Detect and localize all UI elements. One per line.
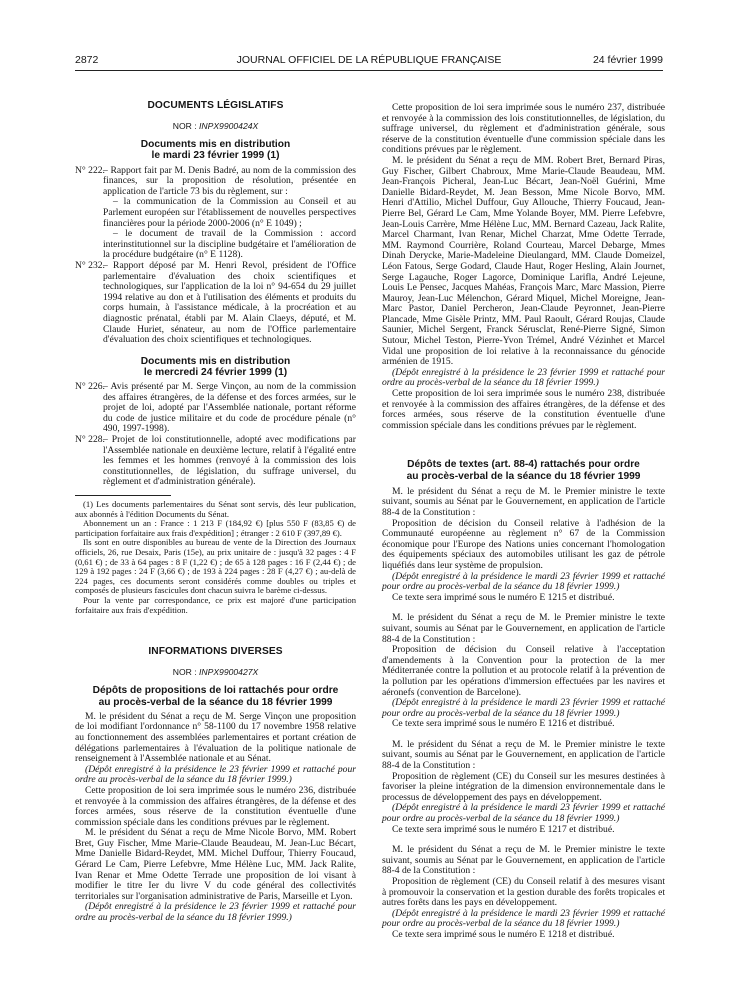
document-number: N° 222. [75,164,105,176]
paragraph: M. le président du Sénat a reçu de M. Serge Vinçon une proposition de loi modifiant l'ordonnance n° 58-1100 du 17 novembre 1958 relative au fonctionnement des assemblées parlementaires et portant création de délégations parlementaires à l'évaluation de la politique nationale de renseignement à l'Assemblée nationale et au Sénat. [75,710,356,765]
paragraph: Cette proposition de loi sera imprimée sous le numéro 236, distribuée et renvoyée à la commission des affaires étrangères, de la défense et des forces armées, sous réserve de la constitution éventuelle d'une commission spéciale dans les conditions prévues par le règlement. [75,784,356,828]
document-list-23 [75,166,356,346]
paragraph: M. le président du Sénat a reçu de M. le Premier ministre le texte suivant, soumis au Sénat par le Gouvernement, en application de l'article 88-4 de la Constitution : [382,844,665,877]
document-description: – Rapport fait par M. Denis Badré, au nom de la commission des finances, sur la proposition de résolution, présentée en application de l'article 73 bis du règlement, sur : [103,164,356,197]
document-item [75,166,356,261]
propositions-de-loi-text [75,712,356,924]
footnotes [75,500,356,615]
deposit-note: (Dépôt enregistré à la présidence le mardi 23 février 1999 et rattaché pour ordre au procès-verbal de la séance du 18 février 1999.) [382,802,665,825]
page-header [75,54,663,68]
deposit-note: (Dépôt enregistré à la présidence le 23 février 1999 et rattaché pour ordre au procès-verbal de la séance du 18 février 1999.) [75,763,356,786]
subheading-depots-de-textes [382,459,665,481]
document-number: N° 232. [75,259,105,271]
paragraph: M. le président du Sénat a reçu de Mme Nicole Borvo, MM. Robert Bret, Guy Fischer, Mme Marie-Claude Beaudeau, M. Jean-Luc Bécart, Mme Danielle Bidard-Reydet, MM. Michel Duffour, Thierry Foucaud, Gérard Le Cam, Pierre Lefebvre, Mme Hélène Luc, MM. Jack Ralite, Ivan Renar et Mme Odette Terrade une proposition de loi visant à modifier le titre Ier du livre V du code général des collectivités territoriales sur l'organisation administrative de Paris, Marseille et Lyon. [75,827,356,902]
paragraph: Ce texte sera imprimé sous le numéro E 1218 et distribué. [392,928,615,940]
paragraph: M. le président du Sénat a reçu de M. le Premier ministre le texte suivant, soumis au Sénat par le Gouvernement, en application de l'article 88-4 de la Constitution : [382,485,665,518]
document-item [75,435,356,488]
document-description: – Avis présenté par M. Serge Vinçon, au nom de la commission des affaires étrangères, de la défense et des forces armées, sur le projet de loi, adopté par l'Assemblée nationale, portant réforme du code de justice militaire et du code de procédure pénale (n° 490, 1997-1998). [103,381,356,435]
paragraph: M. le président du Sénat a reçu de M. le Premier ministre le texte suivant, soumis au Sénat par le Gouvernement, en application de l'article 88-4 de la Constitution : [382,612,665,645]
subheading-line: le mercredi 24 février 1999 (1) [143,366,288,378]
nor-reference: NOR : INPX9900424X [172,120,259,131]
footnote-paragraph: Abonnement un an : France : 1 213 F (184,92 €) [plus 550 F (83,85 €) de participation forfaitaire aux frais d'expédition] ; étranger : 2 610 F (397,89 €). [75,518,356,538]
document-number: N° 226. [75,381,105,393]
footnote-rule [75,495,171,496]
document-description: – Projet de loi constitutionnelle, adopté avec modifications par l'Assemblée nationale en deuxième lecture, relatif à l'égalité entre les femmes et les hommes (renvoyé à la commission des lois constitutionnelles, de législation, du suffrage universel, du règlement et d'administration générale). [103,434,356,488]
deposit-note: (Dépôt enregistré à la présidence le mardi 23 février 1999 et rattaché pour ordre au procès-verbal de la séance du 18 février 1999.) [382,570,665,593]
page-number: 2872 [75,54,99,66]
nor-reference: NOR : INPX9900427X [172,666,259,677]
subheading-distribution-24 [75,356,356,378]
document-item [75,382,356,435]
subheading-line: Dépôts de propositions de loi rattachés pour ordre [92,685,339,697]
subheading-line: le mardi 23 février 1999 (1) [151,150,280,162]
footnote-paragraph: Ils sont en outre disponibles au bureau de vente de la Direction des Journaux officiels, 26, rue Desaix, Paris (15e), au prix unitaire de : jusqu'à 32 pages : 4 F (0,61 €) ; de 33 à 64 pages : 8 F (1,22 €) ; de 65 à 128 pages : 16 F (2,44 €) ; de 129 à 192 pages : 24 F (3,66 €) ; de 193 à 224 pages : 28 F (4,27 €) ; au-delà de 224 pages, ces documents seront considérés comme doubles ou triples et composés de plusieurs fascicules dont chacun suivra le barème ci-dessus. [75,537,356,596]
header-rule [75,70,663,71]
paragraph: M. le président du Sénat a reçu de M. le Premier ministre le texte suivant, soumis au Sénat par le Gouvernement, en application de l'article 88-4 de la Constitution : [382,738,665,772]
issue-date: 24 février 1999 [592,54,663,66]
paragraph: Ce texte sera imprimé sous le numéro E 1215 et distribué. [392,591,615,603]
subheading-line: au procès-verbal de la séance du 18 février 1999 [98,696,333,708]
paragraph: Ce texte sera imprimé sous le numéro E 1217 et distribué. [392,823,615,835]
deposit-note: (Dépôt enregistré à la présidence le mardi 23 février 1999 et rattaché pour ordre au procès-verbal de la séance du 18 février 1999.) [382,697,665,719]
paragraph: Proposition de règlement (CE) du Conseil sur les mesures destinées à favoriser la pleine intégration de la dimension environnementale dans le processus de développement des pays en développement. [382,770,665,803]
paragraph: Proposition de décision du Conseil relative à l'adhésion de la Communauté européenne au règlement n° 67 de la Commission économique pour l'Europe des Nations unies concernant l'homologation des équipements spéciaux des automobiles utilisant les gaz de pétrole liquéfiés dans leur système de propulsion. [382,517,665,571]
document-number: N° 228. [75,434,105,446]
subheading-propositions-de-loi [75,685,356,707]
document-list-24 [75,382,356,488]
footnote-paragraph: Pour la vente par correspondance, ce prix est majoré d'une participation forfaitaire aux frais d'expédition. [75,594,356,615]
subheading-line: Documents mis en distribution [140,355,291,367]
document-item [75,261,356,346]
journal-title: JOURNAL OFFICIEL DE LA RÉPUBLIQUE FRANÇAISE [236,54,502,66]
section-title-documents-legislatifs: DOCUMENTS LÉGISLATIFS [147,100,284,111]
nor-code: INPX9900427X [199,666,259,677]
paragraph: Cette proposition de loi sera imprimée sous le numéro 238, distribuée et renvoyée à la commission des affaires étrangères, de la défense et des forces armées, sous réserve de la constitution éventuelle d'une commission spéciale dans les conditions prévues par le règlement. [382,388,665,431]
deposit-note: (Dépôt enregistré à la présidence le 23 février 1999 et rattaché pour ordre au procès-verbal de la séance du 18 février 1999.) [382,366,665,389]
paragraph: Ce texte sera imprimé sous le numéro E 1216 et distribué. [392,718,615,730]
paragraph: Proposition de décision du Conseil relative à l'acceptation d'amendements à la Convention pour la protection de la mer Méditerranée contre la pollution et au protocole relatif à la prévention de la pollution par les opérations d'immersion effectuées par les navires et aéronefs (convention de Barcelone). [382,644,665,698]
paragraph: M. le président du Sénat a reçu de MM. Robert Bret, Bernard Piras, Guy Fischer, Gilbert Chabroux, Mme Marie-Claude Beaudeau, MM. Jean-François Picheral, Jean-Luc Bécart, Jean-Noël Guérini, Mme Danielle Bidard-Reydet, M. Jean Besson, Mme Nicole Borvo, MM. Henri d'Attilio, Michel Duffour, Guy Allouche, Thierry Foucaud, Jean-Pierre Bel, Gérard Le Cam, Mme Yolande Boyer, MM. Pierre Lefebvre, Jean-Louis Carrère, Mme Hélène Luc, MM. Bernard Cazeau, Jack Ralite, Marcel Charmant, Ivan Renar, Michel Charzat, Mme Odette Terrade, MM. Raymond Courrière, Roland Courteau, Marcel Debarge, Mmes Dinah Derycke, Marie-Madeleine Dieulangard, MM. Claude Domeizel, Léon Fatous, Serge Godard, Claude Haut, Roger Hesling, Alain Journet, Serge Lagauche, Roger Lagorce, Dominique Larifla, André Lejeune, Louis Le Pensec, Jacques Mahéas, François Marc, Marc Massion, Pierre Mauroy, Jean-Luc Mélenchon, Gérard Miquel, Michel Moreigne, Jean-Marc Pastor, Daniel Percheron, Jean-Claude Peyronnet, Jean-Pierre Plancade, Mme Gisèle Printz, MM. Paul Raoult, Gérard Roujas, Claude Saunier, Michel Sergent, Franck Sérusclat, René-Pierre Signé, Simon Sutour, Michel Teston, Pierre-Yvon Trémel, André Vézinhet et Marcel Vidal une proposition de loi relative à la reconnaissance du génocide arménien de 1915. [382,154,665,368]
subheading-distribution-23 [75,139,356,161]
paragraph: Cette proposition de loi sera imprimée sous le numéro 237, distribuée et renvoyée à la commission des lois constitutionnelles, de législation, du suffrage universel, du règlement et d'administration générale, sous réserve de la constitution éventuelle d'une commission spéciale dans les conditions prévues par le règlement. [382,102,665,156]
paragraph: Proposition de règlement (CE) du Conseil relatif à des mesures visant à promouvoir la conservation et la gestion durable des forêts tropicales et autres forêts dans les pays en développement. [382,876,665,909]
section-title-informations-diverses: INFORMATIONS DIVERSES [148,646,283,658]
left-column [75,101,356,924]
depots-de-textes-text [382,487,665,941]
subheading-line: Documents mis en distribution [140,139,291,151]
document-description: – Rapport déposé par M. Henri Revol, président de l'Office parlementaire d'évaluation des choix scientifiques et technologiques, sur l'application de la loi n° 94-654 du 29 juillet 1994 relative au don et à l'utilisation des éléments et produits du corps humain, à l'assistance médicale, à la procréation et au diagnostic prénatal, établi par M. Alain Claeys, député, et M. Claude Huriet, sénateur, au nom de l'Office parlementaire d'évaluation des choix scientifiques et technologiques. [103,259,356,346]
nor-code: INPX9900424X [199,120,259,131]
subheading-line: Dépôts de textes (art. 88-4) rattachés pour ordre [407,459,640,471]
deposit-note: (Dépôt enregistré à la présidence le mardi 23 février 1999 et rattaché pour ordre au procès-verbal de la séance du 18 février 1999.) [382,907,665,930]
document-subitem: – la communication de la Commission au Conseil et au Parlement européen sur l'établissement de nouvelles perspectives financières pour la période 2000-2006 (n° E 1049) ; [103,196,356,229]
document-subitem: – le document de travail de la Commission : accord interinstitutionnel sur la discipline budgétaire et l'amélioration de la procédure budgétaire (n° E 1128). [103,228,356,261]
propositions-de-loi-continued [382,103,665,431]
deposit-note: (Dépôt enregistré à la présidence le 23 février 1999 et rattaché pour ordre au procès-verbal de la séance du 18 février 1999.) [75,901,356,924]
footnote-paragraph: (1) Les documents parlementaires du Sénat sont servis, dès leur publication, aux abonnés à l'édition Documents du Sénat. [75,499,356,519]
subheading-line: au procès-verbal de la séance du 18 février 1999 [406,470,641,482]
right-column [382,103,665,941]
